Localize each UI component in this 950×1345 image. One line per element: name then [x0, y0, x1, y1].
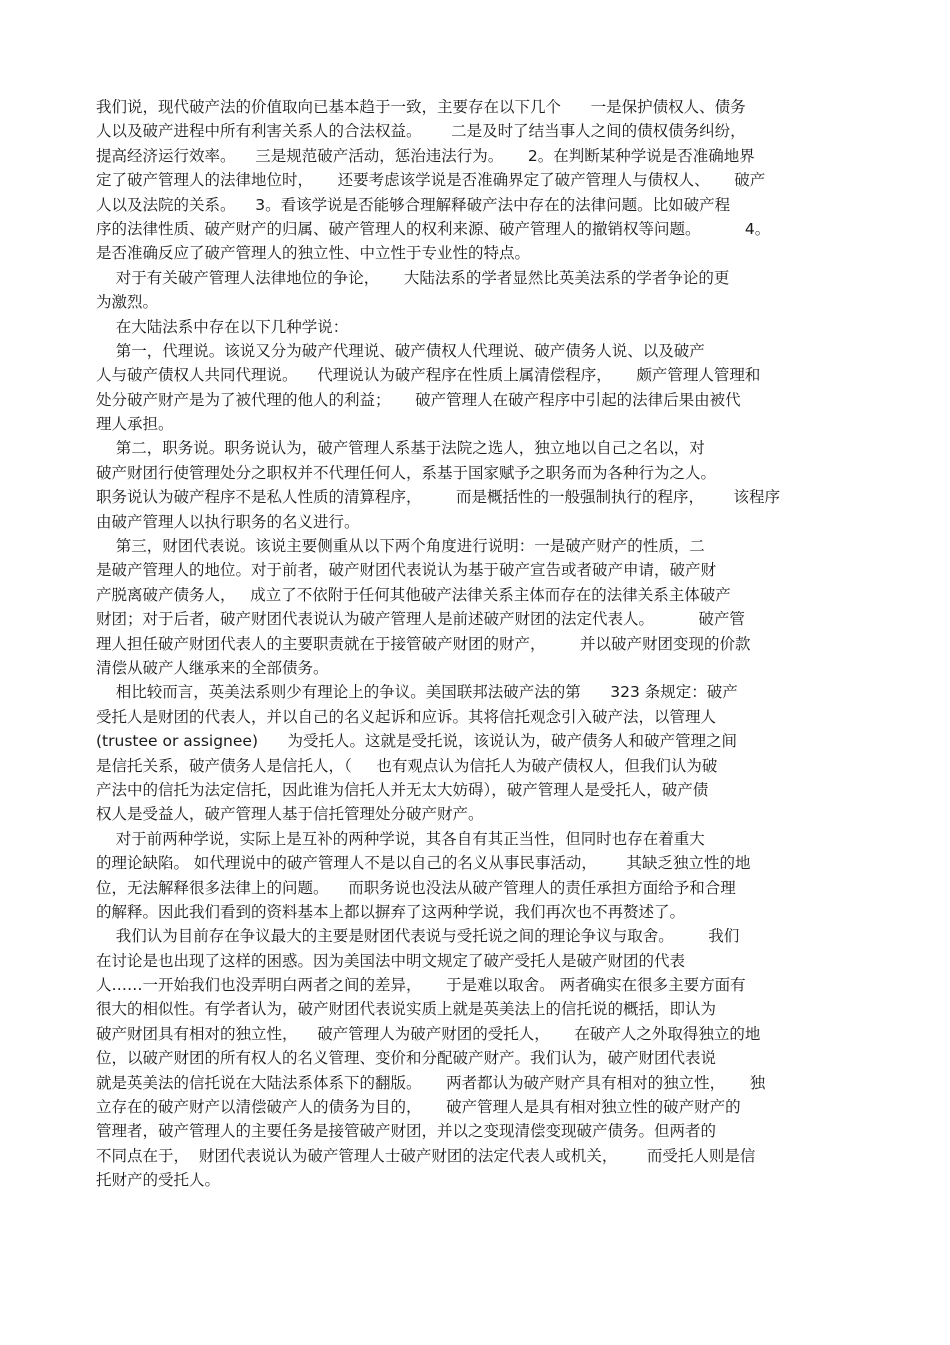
text-line: 位，以破产财团的所有权人的名义管理、变价和分配破产财产。我们认为，破产财团代表说: [96, 1049, 717, 1068]
text-line: 第一，代理说。该说又分为破产代理说、破产债权人代理说、破产债务人说、以及破产: [96, 341, 705, 360]
text-line: 产脱离破产债务人， 成立了不依附于任何其他破产法律关系主体而存在的法律关系主体破产: [96, 585, 731, 604]
text-line: 立存在的破产财产以清偿破产人的债务为目的， 破产管理人是具有相对独立性的破产财产的: [96, 1098, 741, 1117]
text-line: 对于有关破产管理人法律地位的争论， 大陆法系的学者显然比英美法系的学者争论的更: [96, 268, 730, 287]
text-line: 是否准确反应了破产管理人的独立性、中立性于专业性的特点。: [96, 244, 531, 263]
text-line: 为激烈。: [96, 293, 159, 312]
text-line: 受托人是财团的代表人，并以自己的名义起诉和应诉。其将信托观念引入破产法，以管理人: [96, 707, 717, 726]
text-line: (trustee or assignee) 为受托人。这就是受托说，该说认为，破产债务人和破产管理之间: [96, 732, 738, 751]
text-line: 人与破产债权人共同代理说。 代理说认为破产程序在性质上属清偿程序， 颇产管理人管理和: [96, 366, 761, 385]
text-line: 位，无法解释很多法律上的问题。 而职务说也没法从破产管理人的责任承担方面给予和合理: [96, 878, 736, 897]
text-line: 破产财团具有相对的独立性， 破产管理人为破产财团的受托人， 在破产人之外取得独立的地: [96, 1024, 761, 1043]
text-line: 人以及法院的关系。 3。看该学说是否能够合理解释破产法中存在的法律问题。比如破产程: [96, 195, 731, 214]
text-line: 处分破产财产是为了被代理的他人的利益； 破产管理人在破产程序中引起的法律后果由被代: [96, 390, 741, 409]
text-line: 对于前两种学说，实际上是互补的两种学说，其各自有其正当性，但同时也存在着重大: [96, 829, 705, 848]
text-line: 清偿从破产人继承来的全部债务。: [96, 658, 329, 677]
text-line: 产法中的信托为法定信托，因此谁为信托人并无太大妨碍），破产管理人是受托人，破产债: [96, 780, 709, 799]
text-line: 人……一开始我们也没弄明白两者之间的差异， 于是难以取舍。 两者确实在很多主要方面有: [96, 976, 746, 995]
text-line: 第二，职务说。职务说认为，破产管理人系基于法院之选人，独立地以自己之名以，对: [96, 439, 705, 458]
text-line: 职务说认为破产程序不是私人性质的清算程序， 而是概括性的一般强制执行的程序， 该程序: [96, 488, 781, 507]
text-line: 人以及破产进程中所有利害关系人的合法权益。 二是及时了结当事人之间的债权债务纠纷，: [96, 122, 746, 141]
text-line: 很大的相似性。有学者认为，破产财团代表说实质上就是英美法上的信托说的概括，即认为: [96, 1000, 717, 1019]
text-line: 的理论缺陷。 如代理说中的破产管理人不是以自己的名义从事民事活动， 其缺乏独立性的地: [96, 854, 751, 873]
text-line: 相比较而言，英美法系则少有理论上的争议。美国联邦法破产法的第 323 条规定：破产: [96, 683, 738, 702]
text-line: 我们说，现代破产法的价值取向已基本趋于一致，主要存在以下几个 一是保护债权人、债务: [96, 98, 746, 116]
text-line: 财团；对于后者，破产财团代表说认为破产管理人是前述破产财团的法定代表人。 破产管: [96, 610, 745, 629]
text-line: 的解释。因此我们看到的资料基本上都以摒弃了这两种学说，我们再次也不再赘述了。: [96, 902, 686, 921]
text-line: 托财产的受托人。: [96, 1171, 221, 1190]
text-line: 序的法律性质、破产财产的归属、破产管理人的权利来源、破产管理人的撤销权等问题。 4。: [96, 219, 771, 238]
text-line: 是破产管理人的地位。对于前者，破产财团代表说认为基于破产宣告或者破产申请，破产财: [96, 561, 717, 580]
text-line: 理人承担。: [96, 415, 174, 434]
text-line: 由破产管理人以执行职务的名义进行。: [96, 512, 360, 531]
text-line: 第三，财团代表说。该说主要侧重从以下两个角度进行说明：一是破产财产的性质，二: [96, 537, 705, 556]
text-line: 在讨论是也出现了这样的困惑。因为美国法中明文规定了破产受托人是破产财团的代表: [96, 951, 686, 970]
text-line: 管理者，破产管理人的主要任务是接管破产财团，并以之变现清偿变现破产债务。但两者的: [96, 1122, 717, 1141]
text-line: 就是英美法的信托说在大陆法系体系下的翻版。 两者都认为破产财产具有相对的独立性， 独: [96, 1073, 766, 1092]
text-line: 在大陆法系中存在以下几种学说：: [96, 317, 349, 336]
text-line: 权人是受益人，破产管理人基于信托管理处分破产财产。: [96, 805, 484, 824]
text-line: 破产财团行使管理处分之职权并不代理任何人，系基于国家赋予之职务而为各种行为之人。: [96, 463, 717, 482]
text-line: 定了破产管理人的法律地位时， 还要考虑该学说是否准确界定了破产管理人与债权人、 破产: [96, 171, 766, 190]
text-line: 是信托关系，破产债务人是信托人，（ 也有观点认为信托人为破产债权人，但我们认为破: [96, 756, 718, 775]
text-line: 我们认为目前存在争议最大的主要是财团代表说与受托说之间的理论争议与取舍。 我们: [96, 927, 740, 946]
text-line: 不同点在于， 财团代表说认为破产管理人士破产财团的法定代表人或机关， 而受托人则是信: [96, 1146, 756, 1165]
text-line: 提高经济运行效率。 三是规范破产活动，惩治违法行为。 2。在判断某种学说是否准确地界: [96, 146, 755, 165]
body-text: [96, 95, 861, 1193]
text-line: 理人担任破产财团代表人的主要职责就在于接管破产财团的财产， 并以破产财团变现的价款: [96, 634, 751, 653]
